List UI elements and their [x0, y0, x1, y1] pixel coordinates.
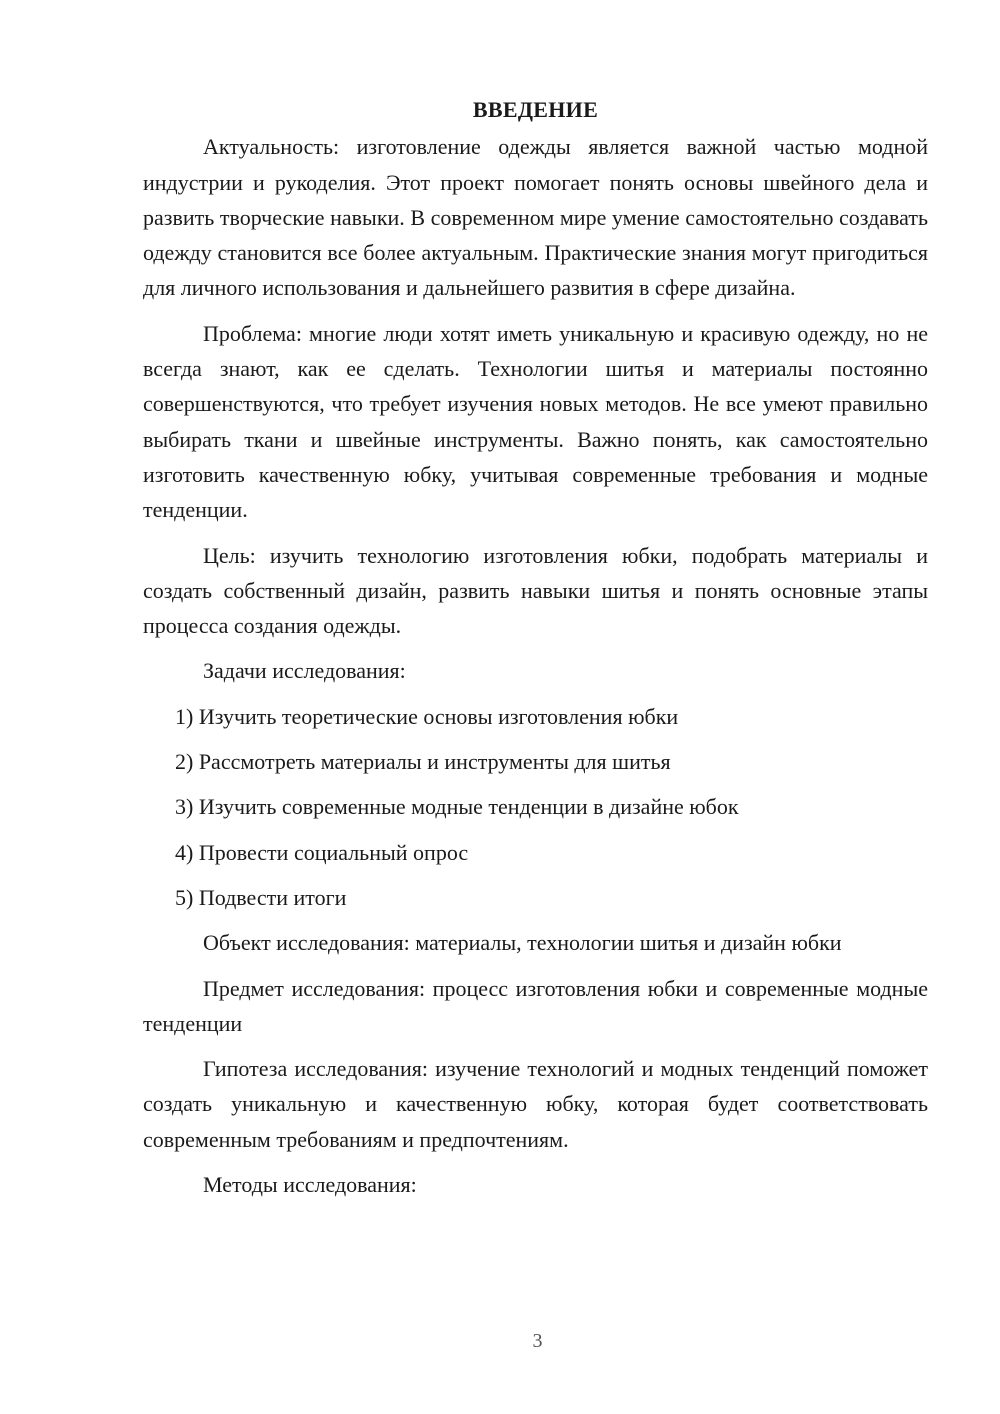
relevance-paragraph: Актуальность: изготовление одежды является важной частью модной индустрии и рукоделия. Этот проект помогает понять основы швейного дела и развить творческие навыки. В современном мире умение самостоятельно создавать одежду становится все более актуальным. Практические знания могут пригодиться для личного использования и дальнейшего развития в сфере дизайна.: [143, 134, 928, 301]
tasks-list: [143, 699, 928, 915]
subject-paragraph: Предмет исследования: процесс изготовления юбки и современные модные тенденции: [143, 975, 928, 1036]
hypothesis-paragraph: Гипотеза исследования: изучение технологий и модных тенденций поможет создать уникальную и качественную юбку, которая будет соответствовать современным требованиям и предпочтениям.: [143, 1056, 928, 1152]
object-paragraph: Объект исследования: материалы, технологии шитья и дизайн юбки: [203, 930, 842, 956]
tasks-heading: Задачи исследования:: [203, 658, 406, 684]
methods-heading: Методы исследования:: [203, 1172, 417, 1198]
goal-paragraph: Цель: изучить технологию изготовления юбки, подобрать материалы и создать собственный дизайн, развить навыки шитья и понять основные этапы процесса создания одежды.: [143, 542, 928, 639]
list-item: 5) Подвести итоги: [175, 884, 347, 910]
section-title: ВВЕДЕНИЕ: [472, 97, 599, 122]
page-content: [143, 92, 928, 1212]
list-item: 2) Рассмотреть материалы и инструменты для шитья: [175, 749, 671, 775]
list-item: 4) Провести социальный опрос: [175, 839, 469, 865]
list-item: 1) Изучить теоретические основы изготовления юбки: [175, 703, 679, 729]
problem-paragraph: Проблема: многие люди хотят иметь уникальную и красивую одежду, но не всегда знают, как ее сделать. Технологии шитья и материалы постоянно совершенствуются, что требует изучения новых методов. Не все умеют правильно выбирать ткани и швейные инструменты. Важно понять, как самостоятельно изготовить качественную юбку, учитывая современные требования и модные тенденции.: [143, 320, 928, 523]
page-number: 3: [532, 1330, 543, 1352]
list-item: 3) Изучить современные модные тенденции в дизайне юбок: [175, 794, 739, 820]
